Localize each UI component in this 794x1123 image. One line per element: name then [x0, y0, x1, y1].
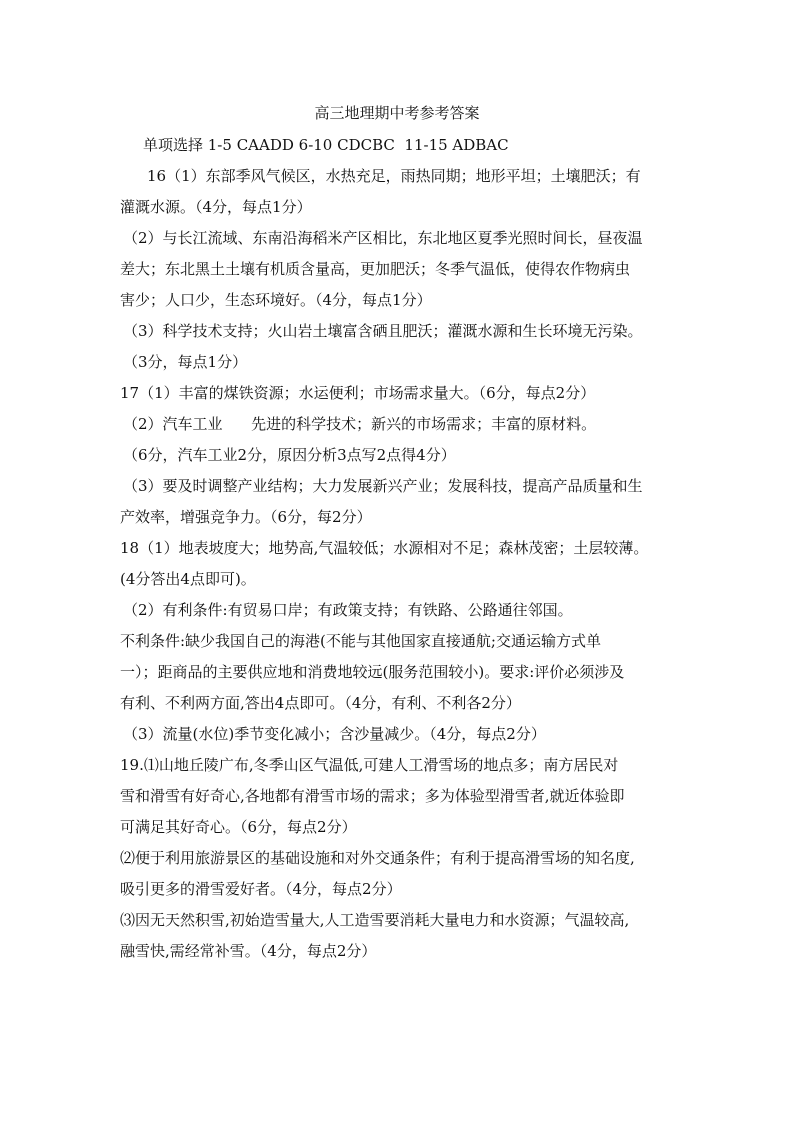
text-line: 16（1）东部季风气候区，水热充足，雨热同期；地形平坦；土壤肥沃；有: [147, 167, 641, 185]
text-line: 雪和滑雪有好奇心,各地都有滑雪市场的需求；多为体验型滑雪者,就近体验即: [120, 787, 625, 805]
text-line: 灌溉水源。（4分，每点1分）: [120, 198, 312, 216]
document-title: 高三地理期中考参考答案: [314, 104, 480, 122]
text-line: （2）有利条件:有贸易口岸；有政策支持；有铁路、公路通往邻国。: [123, 601, 573, 619]
text-line: 产效率，增强竞争力。（6分，每2分）: [120, 508, 372, 526]
text-line: 有利、不利两方面,答出4点即可。（4分，有利、不利各2分）: [120, 694, 521, 712]
text-line: （6分，汽车工业2分，原因分析3点写2点得4分）: [123, 446, 456, 464]
text-line: 19.⑴山地丘陵广布,冬季山区气温低,可建人工滑雪场的地点多；南方居民对: [120, 756, 619, 774]
text-line: （2）汽车工业 先进的科学技术；新兴的市场需求；丰富的原材料。: [123, 415, 597, 433]
text-line: 差大；东北黑土土壤有机质含量高，更加肥沃；冬季气温低，使得农作物病虫: [120, 260, 631, 278]
text-line: 害少；人口少，生态环境好。（4分，每点1分）: [120, 291, 432, 309]
text-line: （2）与长江流域、东南沿海稻米产区相比，东北地区夏季光照时间长，昼夜温: [123, 229, 643, 247]
text-line: (4分答出4点即可)。: [120, 570, 256, 588]
text-line: 融雪快,需经常补雪。（4分，每点2分）: [120, 942, 377, 960]
text-line: （3分，每点1分）: [123, 353, 248, 371]
text-line: 吸引更多的滑雪爱好者。（4分，每点2分）: [120, 880, 402, 898]
text-line: ⑵便于利用旅游景区的基础设施和对外交通条件；有利于提高滑雪场的知名度,: [120, 849, 635, 867]
text-line: 一）；距商品的主要供应地和消费地较远(服务范围较小)。要求:评价必须涉及: [120, 663, 625, 681]
text-line: （3）科学技术支持；火山岩土壤富含硒且肥沃；灌溉水源和生长环境无污染。: [123, 322, 643, 340]
text-line: 不利条件:缺少我国自己的海港(不能与其他国家直接通航;交通运输方式单: [120, 632, 601, 650]
text-line: （3）要及时调整产业结构；大力发展新兴产业；发展科技，提高产品质量和生: [123, 477, 643, 495]
text-line: 18（1）地表坡度大；地势高,气温较低；水源相对不足；森林茂密；土层较薄。: [120, 539, 649, 557]
text-line: 单项选择 1-5 CAADD 6-10 CDCBC 11-15 ADBAC: [143, 136, 509, 154]
text-line: 可满足其好奇心。（6分，每点2分）: [120, 818, 357, 836]
text-line: ⑶因无天然积雪,初始造雪量大,人工造雪要消耗大量电力和水资源；气温较高,: [120, 911, 630, 929]
text-line: 17（1）丰富的煤铁资源；水运便利；市场需求量大。（6分，每点2分）: [120, 384, 596, 402]
text-line: （3）流量(水位)季节变化减小；含沙量减少。（4分，每点2分）: [123, 725, 546, 743]
